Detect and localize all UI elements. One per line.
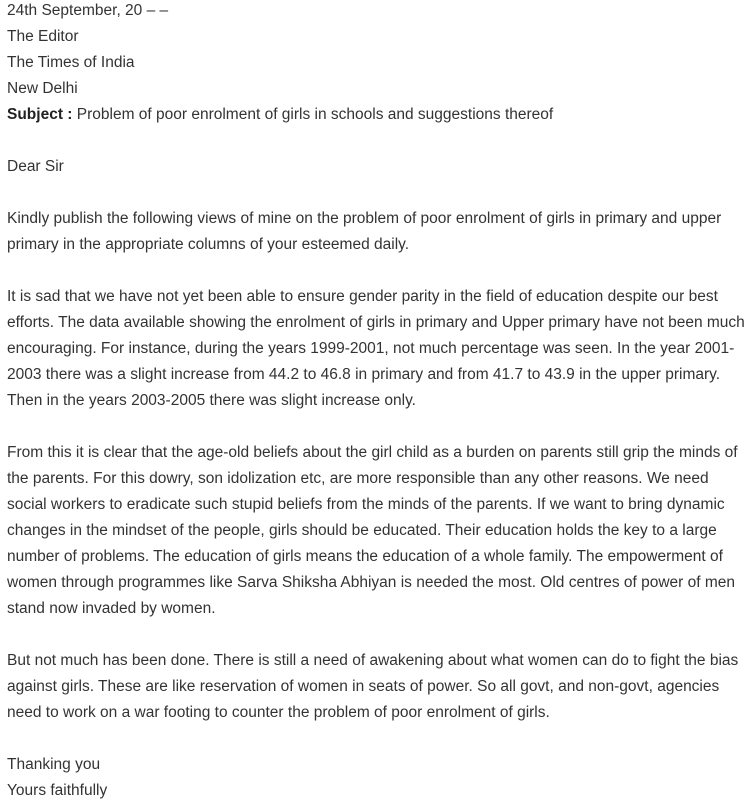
salutation	[7, 154, 749, 180]
closing-thanks: Thanking you	[7, 756, 101, 773]
paragraph-text: Kindly publish the following views of mine on the problem of poor enrolment of girls in primary and upper primary in the appropriate columns of your esteemed daily.	[7, 210, 722, 253]
letter-date: 24th September, 20 – –	[7, 2, 169, 19]
subject-text: Problem of poor enrolment of girls in schools and suggestions thereof	[72, 106, 554, 123]
letter-header	[7, 0, 749, 128]
spacer	[7, 128, 749, 154]
body-paragraph-3	[7, 440, 749, 622]
recipient-city: New Delhi	[7, 80, 78, 97]
paragraph-text: But not much has been done. There is still a need of awakening about what women can do to fight the bias against girls. These are like reservation of women in seats of power. So all govt, and non-govt, agencies need to work on a war footing to counter the problem of poor enrolment of girls.	[7, 652, 739, 721]
letter-closing	[7, 752, 749, 804]
salutation-text: Dear Sir	[7, 158, 64, 175]
body-paragraph-2	[7, 284, 749, 414]
publication-name: The Times of India	[7, 54, 135, 71]
subject-line	[7, 102, 749, 128]
closing-signoff: Yours faithfully	[7, 782, 108, 799]
recipient-title: The Editor	[7, 28, 79, 45]
paragraph-text: From this it is clear that the age-old beliefs about the girl child as a burden on parents still grip the minds of the parents. For this dowry, son idolization etc, are more responsible than any other reasons. We need social workers to eradicate such stupid beliefs from the minds of the parents. If we want to bring dynamic changes in the mindset of the people, girls should be educated. Their education holds the key to a large number of problems. The education of girls means the education of a whole family. The empowerment of women through programmes like Sarva Shiksha Abhiyan is needed the most. Old centres of power of men stand now invaded by women.	[7, 444, 738, 617]
paragraph-text: It is sad that we have not yet been able to ensure gender parity in the field of education despite our best efforts. The data available showing the enrolment of girls in primary and Upper primary have not been much encouraging. For instance, during the years 1999-2001, not much percentage was seen. In the year 2001-2003 there was a slight increase from 44.2 to 46.8 in primary and from 41.7 to 43.9 in the upper primary. Then in the years 2003-2005 there was slight increase only.	[7, 288, 745, 409]
body-paragraph-4	[7, 648, 749, 726]
body-paragraph-1	[7, 206, 749, 258]
subject-label: Subject :	[7, 106, 73, 123]
